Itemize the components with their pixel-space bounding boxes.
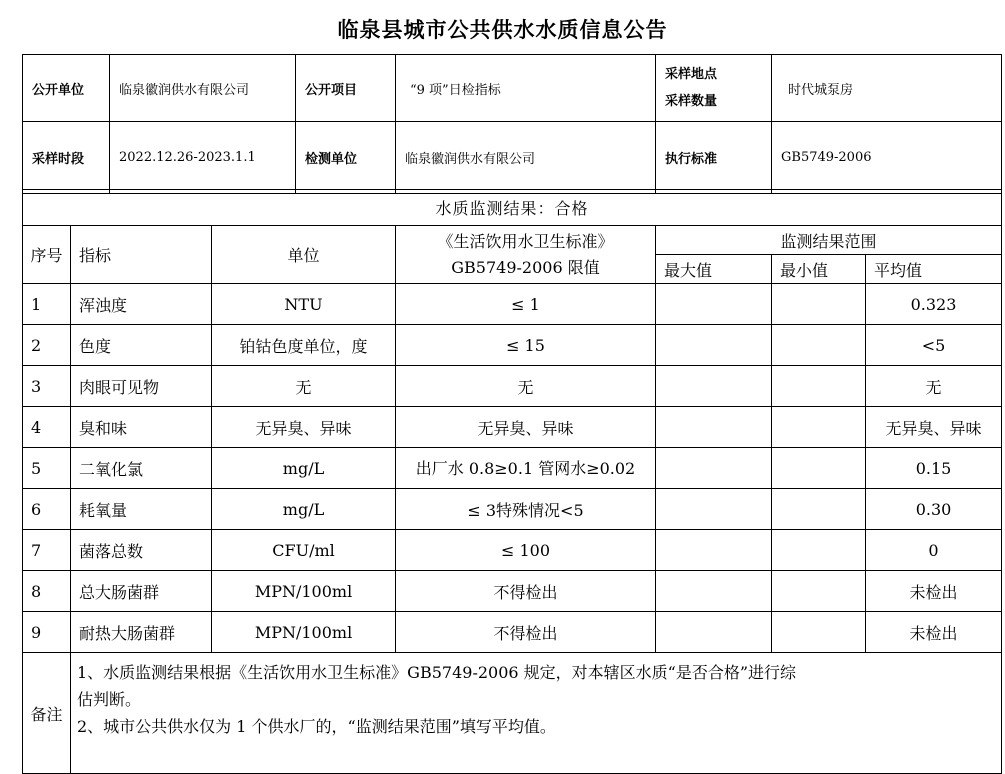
row-avg: <5	[866, 325, 1002, 366]
notes-label: 备注	[23, 653, 71, 774]
standard-label: 执行标准	[656, 122, 772, 194]
row-avg: 未检出	[866, 571, 1002, 612]
header-standard-line2: GB5749-2006 限值	[451, 257, 600, 277]
table-row	[23, 366, 1002, 407]
note-line-1: 1、水质监测结果根据《生活饮用水卫生标准》GB5749-2006 规定，对本辖区水质“是否合格”进行综	[77, 663, 797, 682]
row-indicator: 总大肠菌群	[71, 571, 212, 612]
row-limit: 无	[396, 366, 656, 407]
note-line-2: 2、城市公共供水仅为 1 个供水厂的，“监测结果范围”填写平均值。	[77, 717, 556, 736]
testing-unit-label: 检测单位	[296, 122, 396, 194]
row-seq: 8	[23, 571, 71, 612]
row-limit: ≤ 15	[396, 325, 656, 366]
row-indicator: 菌落总数	[71, 530, 212, 571]
row-max	[656, 571, 772, 612]
row-limit: 不得检出	[396, 571, 656, 612]
sampling-location-label	[656, 55, 772, 122]
row-max	[656, 489, 772, 530]
row-indicator: 浑浊度	[71, 284, 212, 325]
page-title: 临泉县城市公共供水水质信息公告	[337, 18, 668, 42]
row-min	[772, 612, 866, 653]
note-line-1-cont: 估判断。	[77, 690, 142, 709]
header-unit: 单位	[212, 226, 396, 284]
row-min	[772, 448, 866, 489]
row-limit: 无异臭、异味	[396, 407, 656, 448]
row-limit: ≤ 100	[396, 530, 656, 571]
header-avg: 平均值	[866, 255, 1002, 284]
row-unit: MPN/100ml	[212, 571, 396, 612]
row-seq: 9	[23, 612, 71, 653]
row-max	[656, 284, 772, 325]
row-unit: 铂钴色度单位，度	[212, 325, 396, 366]
row-max	[656, 612, 772, 653]
publish-unit-value: 临泉徽润供水有限公司	[110, 55, 296, 122]
row-limit: 不得检出	[396, 612, 656, 653]
result-summary: 水质监测结果：合格	[23, 190, 1002, 226]
table-row	[23, 612, 1002, 653]
row-seq: 1	[23, 284, 71, 325]
header-min: 最小值	[772, 255, 866, 284]
header-range: 监测结果范围	[656, 226, 1002, 255]
table-row	[23, 284, 1002, 325]
row-max	[656, 407, 772, 448]
row-unit: MPN/100ml	[212, 612, 396, 653]
row-min	[772, 366, 866, 407]
row-seq: 5	[23, 448, 71, 489]
publish-item-value: “9 项”日检指标	[396, 55, 656, 122]
header-standard-line1: 《生活饮用水卫生标准》	[437, 231, 614, 251]
row-unit: NTU	[212, 284, 396, 325]
table-row	[23, 530, 1002, 571]
row-max	[656, 366, 772, 407]
testing-unit-value: 临泉徽润供水有限公司	[396, 122, 656, 194]
row-min	[772, 407, 866, 448]
row-avg: 未检出	[866, 612, 1002, 653]
header-max: 最大值	[656, 255, 772, 284]
row-avg: 0	[866, 530, 1002, 571]
row-unit: CFU/ml	[212, 530, 396, 571]
row-limit: ≤ 1	[396, 284, 656, 325]
row-limit: ≤ 3特殊情况<5	[396, 489, 656, 530]
row-unit: mg/L	[212, 489, 396, 530]
table-row	[23, 325, 1002, 366]
row-seq: 3	[23, 366, 71, 407]
header-standard	[396, 226, 656, 284]
table-row	[23, 407, 1002, 448]
row-avg: 0.30	[866, 489, 1002, 530]
sampling-period-label: 采样时段	[23, 122, 110, 194]
row-unit: 无	[212, 366, 396, 407]
row-indicator: 耗氧量	[71, 489, 212, 530]
publish-item-label: 公开项目	[296, 55, 396, 122]
row-seq: 2	[23, 325, 71, 366]
results-table	[22, 189, 1002, 774]
row-indicator: 二氧化氯	[71, 448, 212, 489]
row-limit: 出厂水 0.8≥0.1 管网水≥0.02	[396, 448, 656, 489]
row-avg: 0.15	[866, 448, 1002, 489]
row-min	[772, 489, 866, 530]
row-min	[772, 571, 866, 612]
row-indicator: 肉眼可见物	[71, 366, 212, 407]
row-unit: mg/L	[212, 448, 396, 489]
row-indicator: 色度	[71, 325, 212, 366]
row-min	[772, 530, 866, 571]
standard-value: GB5749-2006	[772, 122, 1002, 194]
sampling-location-value: 时代城泵房	[772, 55, 1002, 122]
table-row	[23, 448, 1002, 489]
row-avg: 0.323	[866, 284, 1002, 325]
row-unit: 无异臭、异味	[212, 407, 396, 448]
sampling-count-label-text: 采样数量	[665, 94, 718, 109]
row-min	[772, 284, 866, 325]
row-avg: 无异臭、异味	[866, 407, 1002, 448]
sampling-period-value: 2022.12.26-2023.1.1	[110, 122, 296, 194]
row-max	[656, 530, 772, 571]
row-avg: 无	[866, 366, 1002, 407]
header-indicator: 指标	[71, 226, 212, 284]
table-row	[23, 571, 1002, 612]
row-indicator: 臭和味	[71, 407, 212, 448]
row-seq: 7	[23, 530, 71, 571]
header-seq: 序号	[23, 226, 71, 284]
row-indicator: 耐热大肠菌群	[71, 612, 212, 653]
row-min	[772, 325, 866, 366]
info-table	[22, 54, 1002, 194]
row-seq: 4	[23, 407, 71, 448]
row-max	[656, 325, 772, 366]
publish-unit-label: 公开单位	[23, 55, 110, 122]
row-max	[656, 448, 772, 489]
notes-body	[71, 653, 1002, 774]
table-row	[23, 489, 1002, 530]
sampling-location-label-text: 采样地点	[665, 67, 718, 82]
row-seq: 6	[23, 489, 71, 530]
